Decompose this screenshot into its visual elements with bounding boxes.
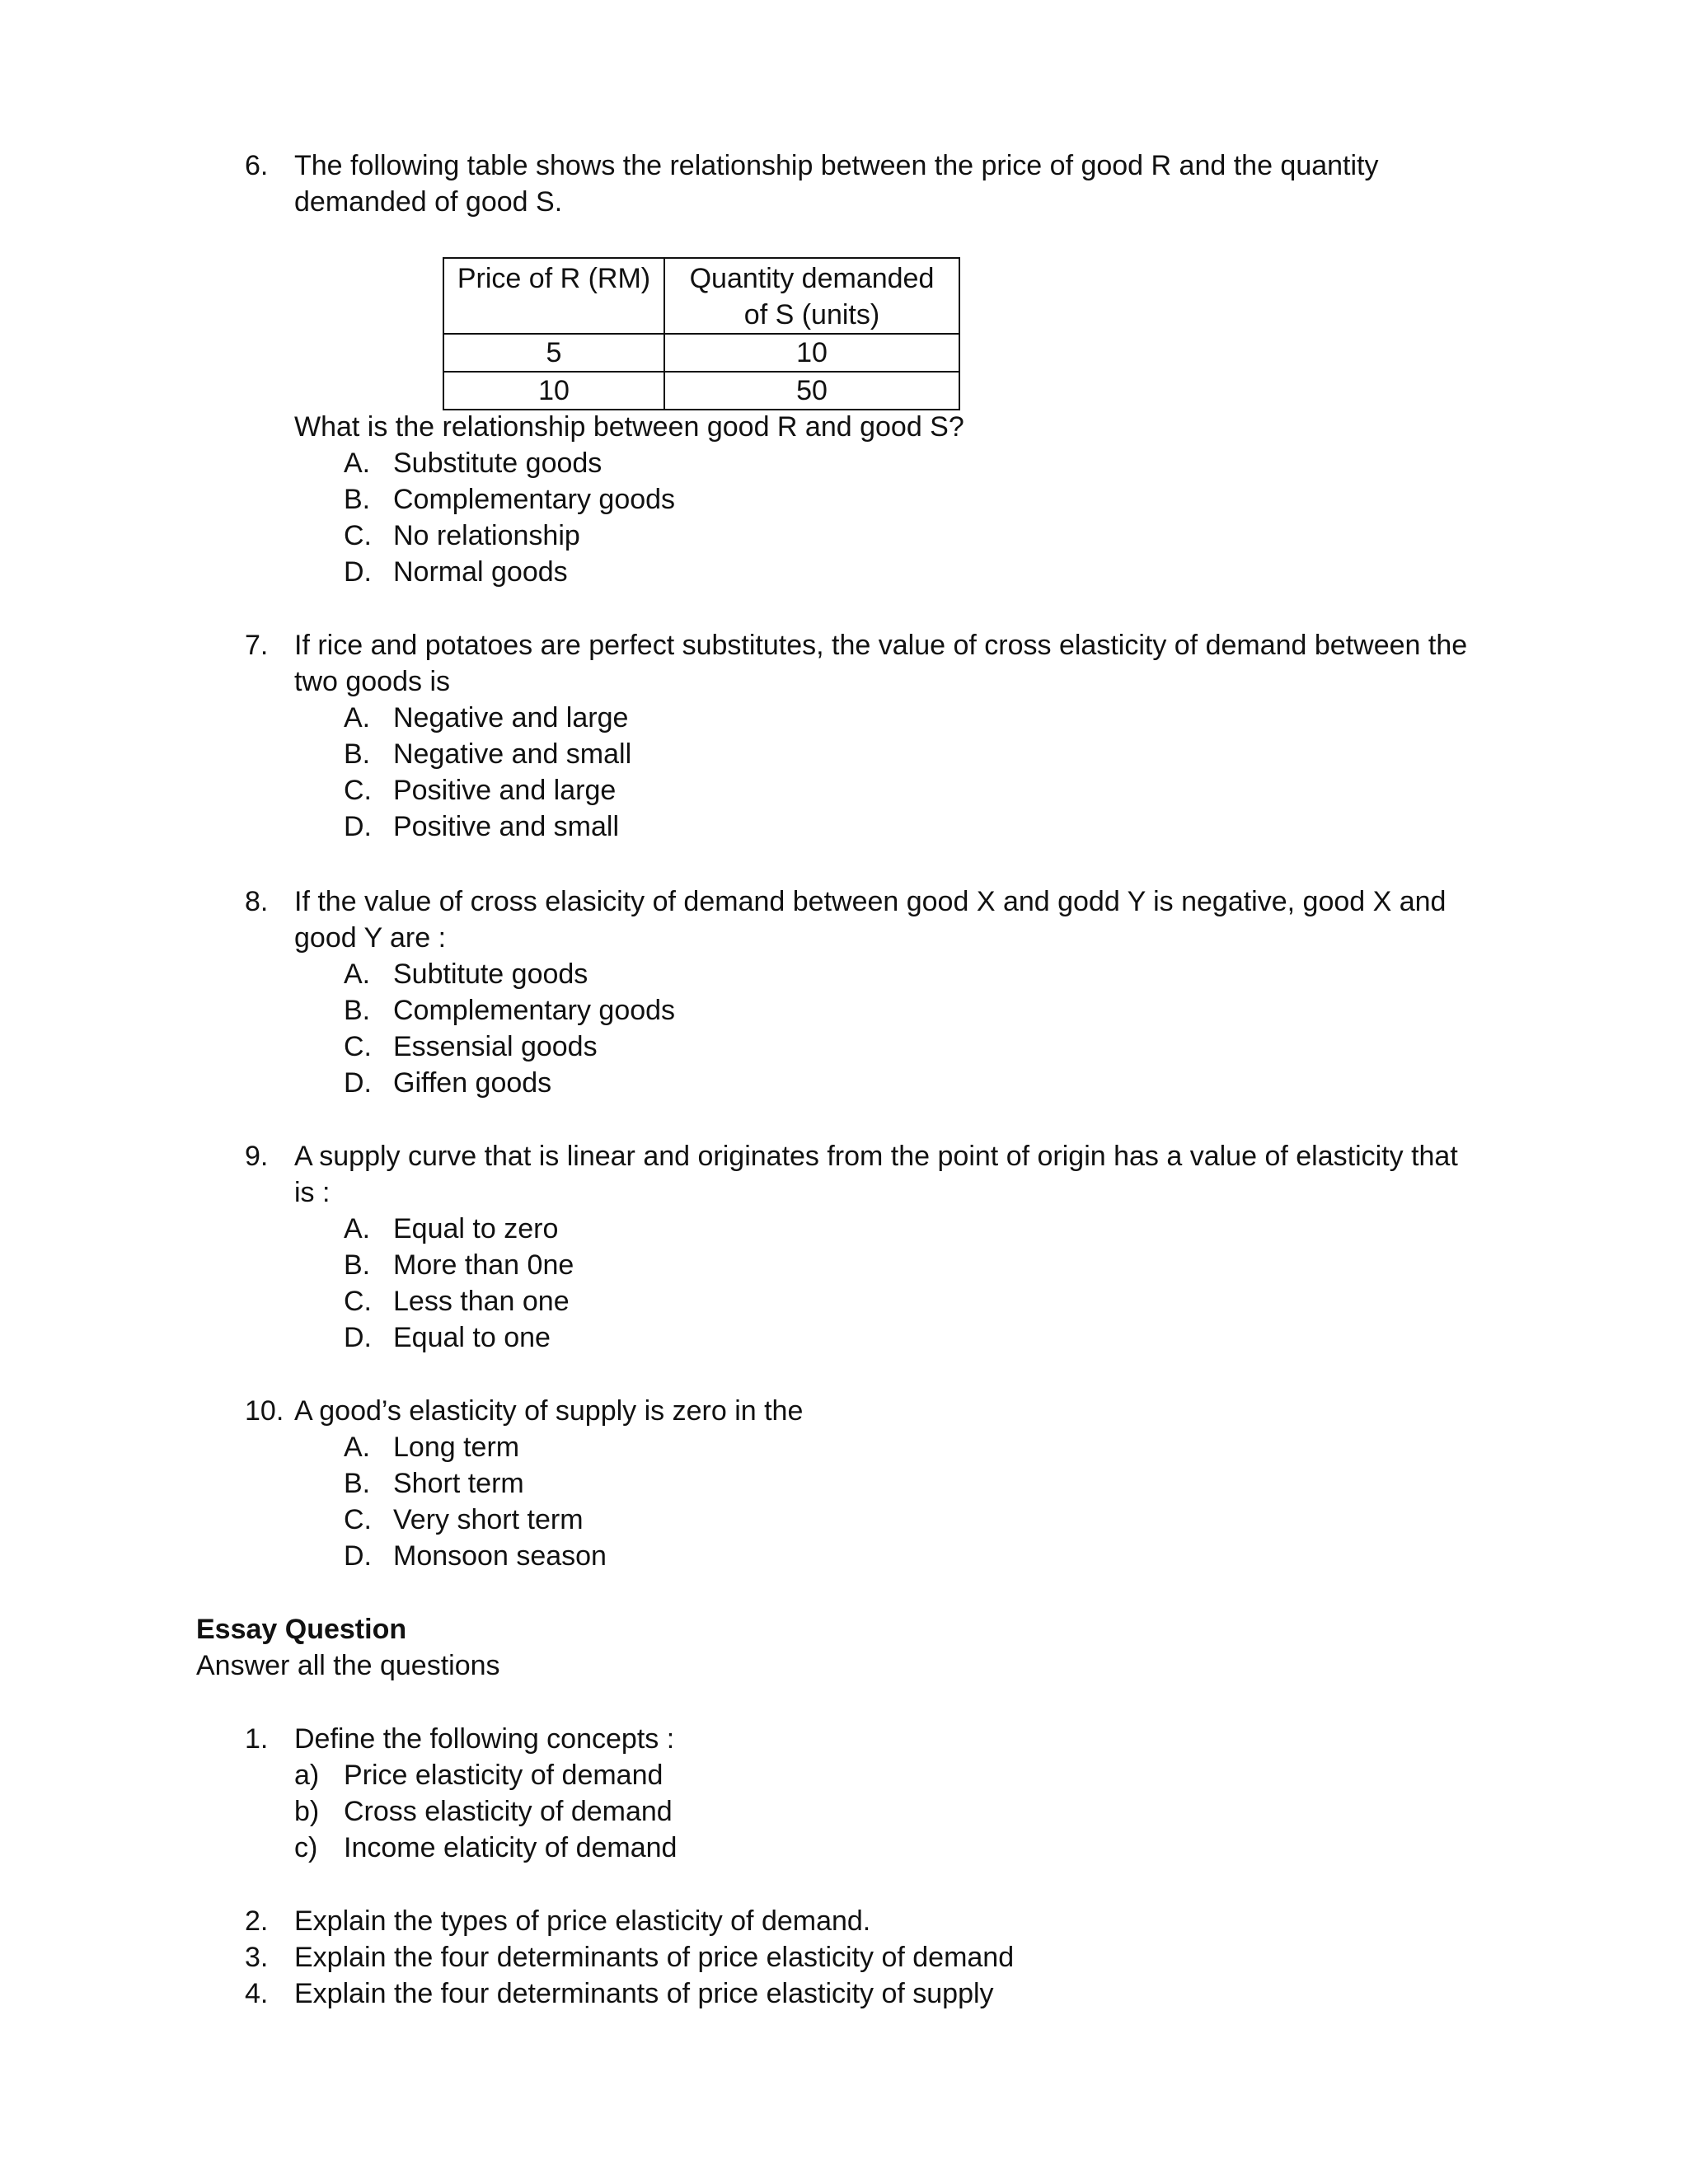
option-letter: B.	[344, 1468, 371, 1499]
sub-item-text: Price elasticity of demand	[344, 1760, 663, 1791]
option-letter: A.	[344, 1213, 371, 1244]
option-text: Negative and large	[393, 702, 629, 733]
question-text: is :	[294, 1177, 331, 1208]
table-header-line: of S (units)	[743, 299, 880, 330]
option-text: Short term	[393, 1468, 524, 1499]
question-text: The following table shows the relationship between the price of good R and the quantity	[294, 150, 1379, 181]
sub-item-text: Cross elasticity of demand	[344, 1796, 673, 1827]
option-letter: B.	[344, 995, 371, 1026]
question-number: 6.	[245, 150, 269, 181]
option-letter: C.	[344, 1031, 372, 1062]
section-instruction: Answer all the questions	[196, 1650, 500, 1681]
question-text: If rice and potatoes are perfect substitutes, the value of cross elasticity of demand between the	[294, 630, 1468, 661]
option-letter: A.	[344, 702, 371, 733]
sub-item-letter: c)	[294, 1832, 318, 1863]
question-number: 2.	[245, 1905, 269, 1937]
option-text: Positive and large	[393, 775, 617, 806]
option-text: Monsoon season	[393, 1540, 607, 1572]
option-letter: A.	[344, 1432, 371, 1463]
option-letter: C.	[344, 1286, 372, 1317]
option-text: Very short term	[393, 1504, 584, 1535]
question-number: 3.	[245, 1942, 269, 1973]
option-text: Less than one	[393, 1286, 570, 1317]
table-cell: 10	[664, 334, 959, 372]
table-header-line: Quantity demanded	[689, 263, 935, 294]
option-letter: D.	[344, 556, 372, 588]
question-text: If the value of cross elasicity of demand between good X and godd Y is negative, good X and	[294, 886, 1447, 917]
question-text: Explain the four determinants of price elasticity of supply	[294, 1978, 994, 2009]
option-text: Giffen goods	[393, 1067, 552, 1099]
question-number: 9.	[245, 1141, 269, 1172]
table-cell: 50	[664, 372, 959, 410]
question-text: good Y are :	[294, 922, 447, 954]
sub-item-letter: a)	[294, 1760, 320, 1791]
question-text: demanded of good S.	[294, 186, 563, 218]
option-letter: A.	[344, 958, 371, 990]
question-text: A supply curve that is linear and originates from the point of origin has a value of elasticity that	[294, 1141, 1458, 1172]
question-number: 1.	[245, 1723, 269, 1755]
question-number: 4.	[245, 1978, 269, 2009]
data-table	[443, 257, 960, 410]
option-text: Normal goods	[393, 556, 568, 588]
option-letter: B.	[344, 484, 371, 515]
option-letter: C.	[344, 775, 372, 806]
option-text: Equal to one	[393, 1322, 551, 1353]
option-letter: D.	[344, 1322, 372, 1353]
option-letter: C.	[344, 520, 372, 551]
option-letter: B.	[344, 738, 371, 770]
option-text: Positive and small	[393, 811, 620, 842]
option-text: More than 0ne	[393, 1249, 574, 1281]
table-header	[664, 258, 959, 334]
option-letter: C.	[344, 1504, 372, 1535]
option-text: Complementary goods	[393, 484, 676, 515]
sub-item-letter: b)	[294, 1796, 320, 1827]
option-letter: D.	[344, 811, 372, 842]
question-number: 7.	[245, 630, 269, 661]
table-header: Price of R (RM)	[443, 258, 664, 334]
table-cell: 5	[443, 334, 664, 372]
option-letter: A.	[344, 448, 371, 479]
question-text: Explain the types of price elasticity of demand.	[294, 1905, 871, 1937]
question-text: Define the following concepts :	[294, 1723, 675, 1755]
question-text: A good’s elasticity of supply is zero in the	[294, 1395, 804, 1427]
question-text: two goods is	[294, 666, 450, 697]
option-text: Essensial goods	[393, 1031, 598, 1062]
question-number: 10.	[245, 1395, 284, 1427]
option-letter: D.	[344, 1067, 372, 1099]
option-text: Substitute goods	[393, 448, 603, 479]
option-text: No relationship	[393, 520, 580, 551]
question-text: What is the relationship between good R and good S?	[294, 411, 964, 443]
table-row	[443, 334, 959, 372]
option-letter: D.	[344, 1540, 372, 1572]
sub-item-text: Income elaticity of demand	[344, 1832, 678, 1863]
question-number: 8.	[245, 886, 269, 917]
table-cell: 10	[443, 372, 664, 410]
table-header-row	[443, 258, 959, 334]
question-text: Explain the four determinants of price elasticity of demand	[294, 1942, 1015, 1973]
option-letter: B.	[344, 1249, 371, 1281]
option-text: Equal to zero	[393, 1213, 559, 1244]
option-text: Long term	[393, 1432, 520, 1463]
option-text: Subtitute goods	[393, 958, 588, 990]
section-heading: Essay Question	[196, 1614, 407, 1645]
option-text: Negative and small	[393, 738, 632, 770]
option-text: Complementary goods	[393, 995, 676, 1026]
table-row	[443, 372, 959, 410]
